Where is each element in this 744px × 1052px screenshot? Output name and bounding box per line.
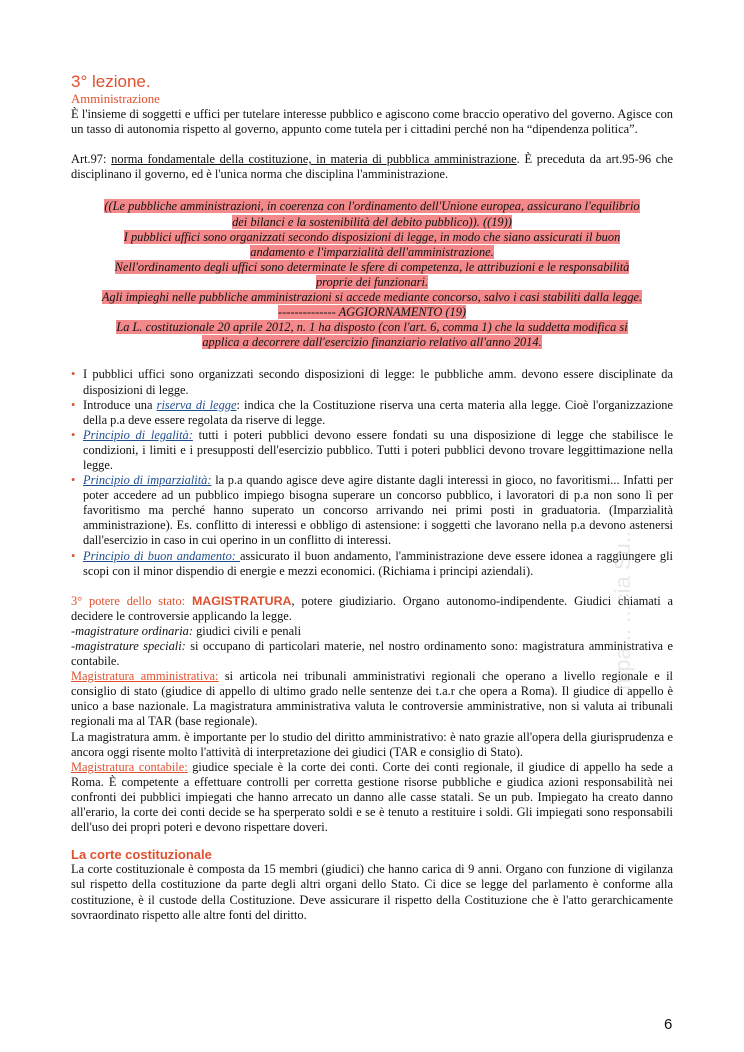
art97-underlined: norma fondamentale della costituzione, in materia di pubblica amministrazione [111,152,517,167]
list-item [71,428,673,473]
quote-line: I pubblici uffici sono organizzati secondo disposizioni di legge, in modo che siano assicurati il buon [123,229,621,244]
magistratura-paragraph [71,594,673,624]
contabile-label: Magistratura contabile: [71,759,188,774]
quote-line: ((Le pubbliche amministrazioni, in coerenza con l'ordinamento dell'Unione europea, assicurano l'equilibrio [104,199,640,214]
list-item [71,367,673,397]
ordinaria-text: giudici civili e penali [192,623,302,638]
contabile-text: giudice speciale è la corte dei conti. Corte dei conti regionale, il giudice di appello ha sede a Roma. È competente a effettuare controlli per corretta gestione risorse pubbliche e giudica azioni responsabilità nei confronti dei pubblici impiegati che hanno arrecato un danno alle casse statali. Se un pub. Impiegato ha creato danno all'erario, la corte dei conti decide se ha sperperato soldi e se è tenuto a restituire i soldi. Gli impiegati sono responsabili dell'uso dei propri poteri e devono rispettare doveri. [71,759,673,835]
speciali-label: -magistrature speciali: [71,639,186,653]
quote-line: proprie dei funzionari. [315,274,429,289]
lesson-title: 3° lezione. [71,72,151,91]
intro-paragraph: È l'insieme di soggetti e uffici per tutelare interesse pubblico e agiscono come braccio operativo del governo. Agisce con un tasso di autonomia rispetto al governo, appunto come tutela per i cittadini perché non ha “dipendenza politica”. [71,107,673,137]
quote-line: -------------- AGGIORNAMENTO (19) [277,305,467,320]
art97-paragraph [71,152,673,182]
quote-line: andamento e l'imparzialità dell'amministrazione. [250,244,494,259]
highlighted-quote [73,199,671,350]
ordinaria-label: -magistrature ordinaria: [71,623,193,638]
term-principio-legalita: Principio di legalità: [83,427,193,442]
magistratura-amministrativa [71,669,673,729]
list-item-text: tutti i poteri pubblici devono essere fondati su una disposizione di legge che stabilisce le condizioni, i limiti e i presupposti dell'esercizio pubblico. Tutti i poteri pubblici devono trovare leggittimazione nella legge. [83,427,674,472]
quote-line: Nell'ordinamento degli uffici sono determinate le sfere di competenza, le attribuzioni e le responsabilità [114,259,630,274]
watermark: mpa... ...cia Su... [610,524,635,690]
amministrativa-label: Magistratura amministrativa: [71,669,219,684]
quote-line: Agli impieghi nelle pubbliche amministrazioni si accede mediante concorso, salvo i casi stabiliti dalla legge. [101,290,643,305]
list-item [71,549,673,579]
section-heading-corte: La corte costituzionale [71,847,212,863]
term-principio-imparzialita: Principio di imparzialità: [83,473,212,488]
magistrature-ordinaria [71,624,673,639]
magistratura-text: , potere giudiziario. Organo autonomo-indipendente. Giudici chiamati a decidere le controversie applicando la legge. [71,593,673,623]
quote-line: La L. costituzionale 20 aprile 2012, n. 1 ha disposto (con l'art. 6, comma 1) che la suddetta modifica si [116,320,628,335]
principles-list [71,367,673,578]
art97-prefix: Art.97: [71,152,112,167]
magistratura-contabile [71,760,673,835]
term-riserva-di-legge: riserva di legge [156,397,237,412]
list-item-text: : indica che la Costituzione riserva una certa materia alla legge. Cioè l'organizzazione della p.a deve essere regolata da riserve di legge. [83,397,674,427]
list-item [71,473,673,548]
magistratura-amministrativa-2: La magistratura amm. è importante per lo studio del diritto amministrativo: è nato grazie all'opera della giurisprudenza e ancora oggi risente molto l'attività di interpretazione dei giudici (TAR e consiglio di Stato). [71,729,673,759]
corte-paragraph: La corte costituzionale è composta da 15 membri (giudici) che hanno carica di 9 anni. Organo con funzione di vigilanza sul rispetto della costituzione da parte degli altri organi dello Stato. Ci dice se legge del parlamento è conforme alla costituzione, è il custode della Costituzione. Deve assicurare il rispetto della Costituzione che è l'atto gerarchicamente sovraordinato rispetto alle altre fonti del diritto. [71,862,673,922]
list-item [71,398,673,428]
magistratura-prefix: 3° potere dello stato: [71,593,192,608]
speciali-text: si occupano di particolari materie, nel nostro ordinamento sono: magistratura amministrativa e contabile. [71,639,673,669]
quote-line: dei bilanci e la sostenibilità del debito pubblico)). ((19)) [232,214,512,229]
art97-rest: . È preceduta da art.95-96 che disciplinano il governo, ed è l'unica norma che disciplina l'amministrazione. [71,152,673,182]
list-item-text: assicurato il buon andamento, l'amministrazione deve essere idonea a raggiungere gli scopi con il minor dispendio di energie e mezzi economici. (Richiama i principi aziendali). [83,548,673,578]
page-number: 6 [664,1016,673,1033]
magistratura-keyword: MAGISTRATURA [191,593,292,608]
document-page [71,72,673,923]
amministrativa-text: si articola nei tribunali amministrativi regionali che operano a livello regionale e il consiglio di stato (giudice di appello di ultimo grado nelle sentenze dei t.a.r che opera a Roma). Il giudice di appello è unico a base nazionale. La magistratura amministrativa valuta le controversie amministrative, non si valuta ai tribunali regionali ma al TAR (base regionale). [71,669,673,729]
quote-line: applica a decorrere dall'esercizio finanziario relativo all'anno 2014. [202,335,542,350]
term-principio-buon-andamento: Principio di buon andamento: [83,548,241,563]
magistrature-speciali [71,639,673,669]
section-heading-amministrazione: Amministrazione [71,92,160,106]
list-item-text: Introduce una [83,397,157,412]
list-item-text: I pubblici uffici sono organizzati secondo disposizioni di legge: le pubbliche amm. devono essere disciplinate da disposizioni di legge. [83,367,673,397]
list-item-text: la p.a quando agisce deve agire distante dagli interessi in gioco, no favoritismi... Infatti per poter accedere ad un pubblico impiego bisogna superare un concorso pubblico, i lavoratori di p.a non sono lì per favoritismo ma perché hanno superato un concorso arrivando nei primi posti in graduatoria. (Imparzialità amministrazione). Es. conflitto di interessi e obbligo di astensione: i soggetti che lavorano nella p.a devono astenersi dall'esercizio in caso in cui operino in un conflitto di interessi. [83,473,673,548]
